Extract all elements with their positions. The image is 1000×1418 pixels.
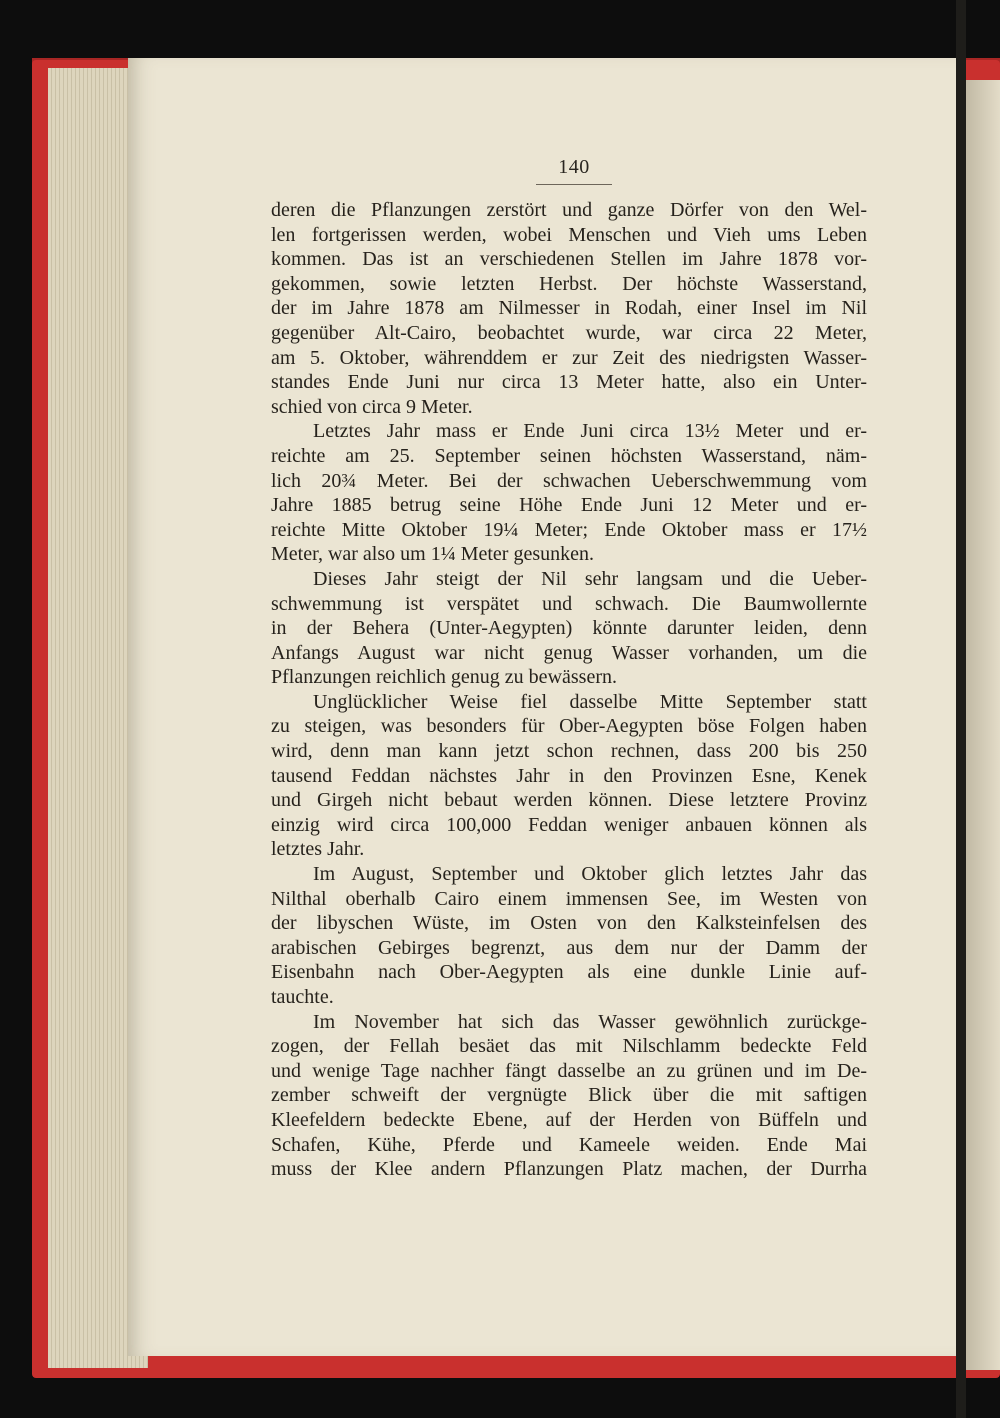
text-line: zember schweift der vergnügte Blick über die mit saftigen [271,1084,867,1107]
text-line: der libyschen Wüste, im Osten von den Kalksteinfelsen des [271,912,867,935]
body-text [271,198,867,1182]
text-line: tauchte. [271,986,334,1008]
text-line: Jahre 1885 betrug seine Höhe Ende Juni 12 Meter und er- [271,494,867,517]
text-line: gegenüber Alt-Cairo, beobachtet wurde, war circa 22 Meter, [271,321,867,344]
text-line: letztes Jahr. [271,838,365,861]
text-line: zogen, der Fellah besäet das mit Nilschlamm bedeckte Feld [271,1035,867,1058]
text-line: Dieses Jahr steigt der Nil sehr langsam und die Ueber- [313,567,867,590]
text-line: und wenige Tage nachher fängt dasselbe an zu grünen und im De- [271,1059,867,1082]
text-line: Anfangs August war nicht genug Wasser vorhanden, um die [271,641,867,664]
text-line: schwemmung ist verspätet und schwach. Die Baumwollernte [271,592,867,615]
text-line: tausend Feddan nächstes Jahr in den Provinzen Esne, Kenek [271,764,867,787]
text-line: schied von circa 9 Meter. [271,395,473,418]
text-line: arabischen Gebirges begrenzt, aus dem nur der Damm der [271,936,867,959]
book-gutter [956,0,966,1418]
text-line: Letztes Jahr mass er Ende Juni circa 13½ Meter und er- [313,420,867,443]
text-line: Pflanzungen reichlich genug zu bewässern. [271,666,617,689]
text-line: muss der Klee andern Pflanzungen Platz machen, der Durrha [271,1158,867,1181]
text-line: und Girgeh nicht bebaut werden können. Diese letztere Provinz [271,789,867,812]
facing-page-edge [962,80,1000,1370]
text-line: reichte Mitte Oktober 19¼ Meter; Ende Oktober mass er 17½ [271,518,867,541]
text-line: gekommen, sowie letzten Herbst. Der höchste Wasserstand, [271,272,867,295]
text-line: der im Jahre 1878 am Nilmesser in Rodah, einer Insel im Nil [271,297,867,320]
page-number-rule [536,184,612,185]
text-line: Meter, war also um 1¼ Meter gesunken. [271,543,594,566]
text-line: Schafen, Kühe, Pferde und Kameele weiden. Ende Mai [271,1133,867,1156]
text-line: einzig wird circa 100,000 Feddan weniger anbauen können als [271,813,867,836]
text-line: am 5. Oktober, währenddem er zur Zeit des niedrigsten Wasser- [271,346,867,369]
text-line: zu steigen, was besonders für Ober-Aegypten böse Folgen haben [271,715,867,738]
text-line: deren die Pflanzungen zerstört und ganze Dörfer von den Wel- [271,199,867,221]
text-line: Kleefeldern bedeckte Ebene, auf der Herden von Büffeln und [271,1108,867,1131]
text-line: reichte am 25. September seinen höchsten Wasserstand, näm- [271,444,867,467]
text-line: wird, denn man kann jetzt schon rechnen, dass 200 bis 250 [271,740,867,763]
text-line: Im August, September und Oktober glich letztes Jahr das [313,863,867,886]
text-line: standes Ende Juni nur circa 13 Meter hatte, also ein Unter- [271,371,867,394]
text-line: kommen. Das ist an verschiedenen Stellen im Jahre 1878 vor- [271,248,867,271]
text-line: lich 20¾ Meter. Bei der schwachen Ueberschwemmung vom [271,469,867,492]
text-line: Nilthal oberhalb Cairo einem immensen See, im Westen von [271,887,867,910]
page-number: 140 [558,156,590,178]
text-line: len fortgerissen werden, wobei Menschen und Vieh ums Leben [271,223,867,246]
text-line: Unglücklicher Weise fiel dasselbe Mitte September statt [313,690,867,713]
text-line: Eisenbahn nach Ober-Aegypten als eine dunkle Linie auf- [271,961,867,984]
text-line: Im November hat sich das Wasser gewöhnlich zurückge- [313,1010,867,1033]
text-line: in der Behera (Unter-Aegypten) könnte darunter leiden, denn [271,617,867,640]
